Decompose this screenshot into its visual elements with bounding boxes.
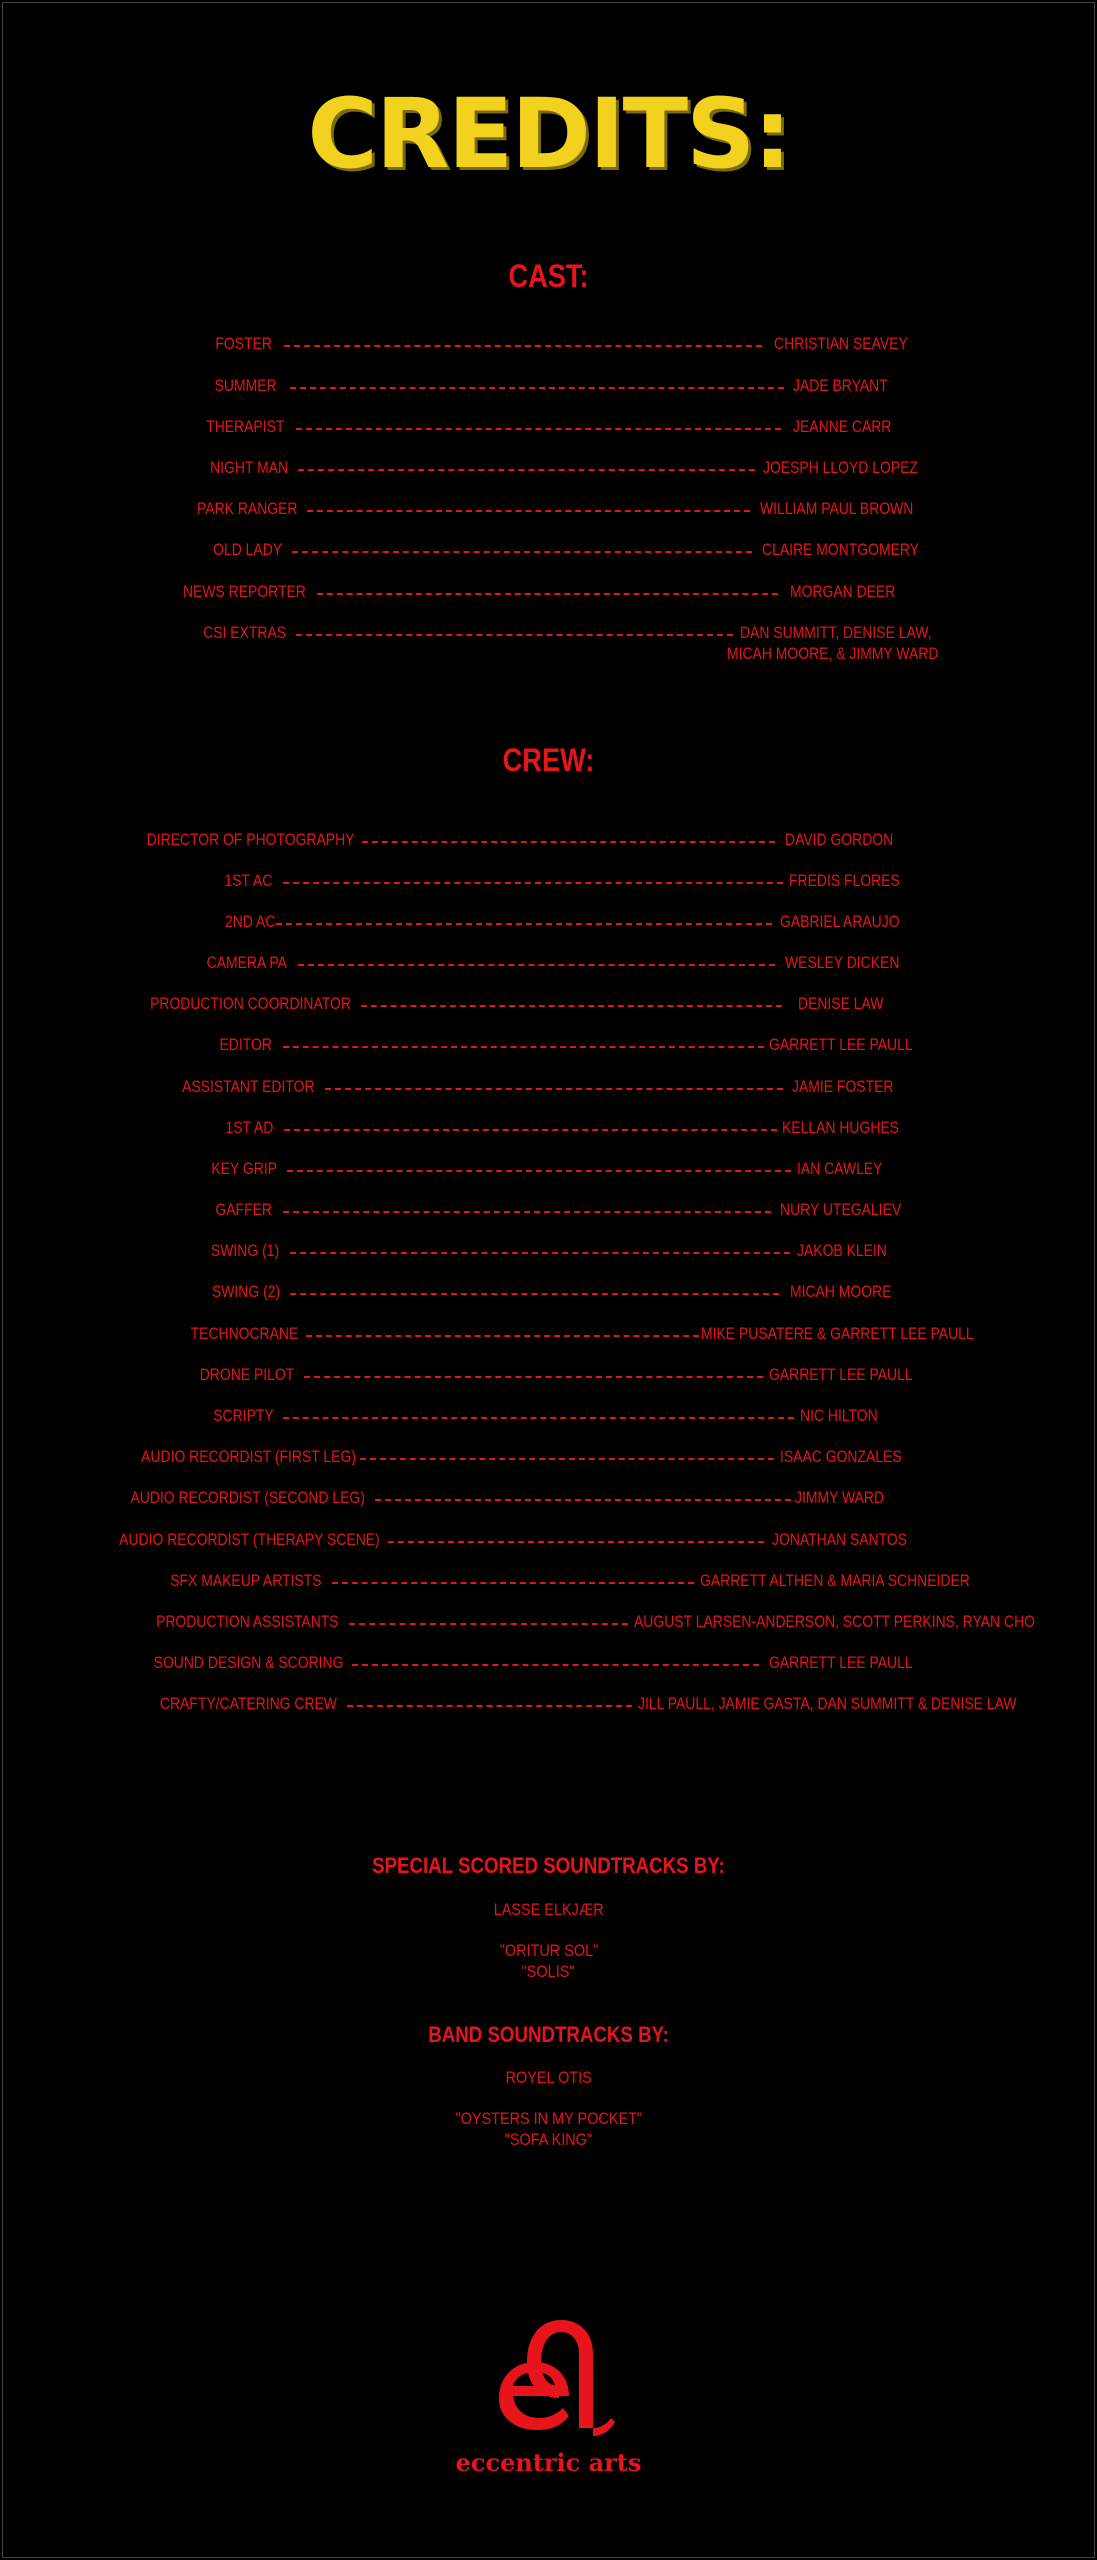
credit-name: JAMIE FOSTER [792,1077,894,1096]
cast-heading: CAST: [508,258,589,294]
credit-name: WILLIAM PAUL BROWN [760,499,914,518]
dotted-leader [290,1252,790,1258]
dotted-leader [349,1623,628,1629]
scored-soundtracks-heading: SPECIAL SCORED SOUNDTRACKS BY: [372,1853,725,1878]
credit-role: SUMMER [215,376,277,395]
credit-role: PRODUCTION COORDINATOR [150,994,351,1013]
credit-role: KEY GRIP [211,1159,277,1178]
credit-role: 1ST AC [224,871,272,890]
credit-name: GARRETT LEE PAULL [769,1035,913,1054]
band-track: "SOFA KING" [504,2130,593,2149]
credit-role: CSI EXTRAS [203,623,286,642]
credit-role: OLD LADY [213,540,282,559]
dotted-leader [352,1664,759,1670]
credit-role: CAMERA PA [206,953,287,972]
credit-name: NIC HILTON [800,1406,878,1425]
dotted-leader [361,1005,782,1011]
credit-role: DIRECTOR OF PHOTOGRAPHY [146,830,354,849]
credit-name: DAVID GORDON [785,830,894,849]
credit-role: 2ND AC [224,912,275,931]
credit-name: DAN SUMMITT, DENISE LAW, [740,623,932,642]
dotted-leader [325,1088,783,1094]
scored-track: "ORITUR SOL" [499,1941,598,1960]
dotted-leader [292,551,752,557]
credit-role: 1ST AD [225,1118,273,1137]
dotted-leader [283,1417,794,1423]
dotted-leader [290,387,784,393]
dotted-leader [306,1335,699,1341]
credit-role: SWING (2) [211,1282,280,1301]
credit-name: JOESPH LLOYD LOPEZ [763,458,918,477]
credits-page [2,2,1095,2558]
scored-track: "SOLIS" [522,1962,575,1981]
dotted-leader [296,634,733,640]
dotted-leader [298,964,775,970]
credit-name: ISAAC GONZALES [780,1447,902,1466]
dotted-leader [317,593,778,599]
dotted-leader [360,1458,774,1464]
dotted-leader [332,1582,694,1588]
dotted-leader [347,1705,632,1711]
credit-role: THERAPIST [205,417,284,436]
credit-role: AUDIO RECORDIST (THERAPY SCENE) [119,1530,380,1549]
credit-role: PRODUCTION ASSISTANTS [156,1612,339,1631]
dotted-leader [296,428,781,434]
dotted-leader [362,841,775,847]
credit-role: SWING (1) [210,1241,279,1260]
credit-role: SFX MAKEUP ARTISTS [170,1571,322,1590]
credit-name: AUGUST LARSEN-ANDERSON, SCOTT PERKINS, RYAN CHO [634,1612,1035,1631]
credit-role: SCRIPTY [213,1406,274,1425]
credit-role: SOUND DESIGN & SCORING [153,1653,343,1672]
credit-name: MORGAN DEER [790,582,896,601]
credit-name: JIMMY WARD [795,1488,885,1507]
ae-monogram-logo-icon [0,2300,1097,2445]
band-artist: ROYEL OTIS [505,2068,592,2087]
credit-name: GARRETT ALTHEN & MARIA SCHNEIDER [700,1571,970,1590]
credit-name: JEANNE CARR [793,417,892,436]
dotted-leader [283,1211,771,1217]
credit-role: TECHNOCRANE [190,1324,298,1343]
credit-role: ASSISTANT EDITOR [182,1077,315,1096]
credit-role: NEWS REPORTER [183,582,306,601]
credit-name: JAKOB KLEIN [797,1241,887,1260]
credit-role: AUDIO RECORDIST (SECOND LEG) [130,1488,365,1507]
credit-name: IAN CAWLEY [797,1159,883,1178]
band-track: "OYSTERS IN MY POCKET" [455,2109,642,2128]
credit-role: FOSTER [215,334,272,353]
dotted-leader [304,1376,763,1382]
credit-name: KELLAN HUGHES [782,1118,899,1137]
credit-name: MICAH MOORE, & JIMMY WARD [727,644,939,663]
credit-name: CLAIRE MONTGOMERY [762,540,919,559]
dotted-leader [375,1499,791,1505]
scored-artist: LASSE ELKJÆR [493,1900,604,1919]
credit-name: WESLEY DICKEN [785,953,900,972]
credit-name: JONATHAN SANTOS [772,1530,908,1549]
credit-name: MIKE PUSATERE & GARRETT LEE PAULL [701,1324,974,1343]
dotted-leader [283,1046,764,1052]
credit-name: FREDIS FLORES [789,871,900,890]
dotted-leader [290,1293,779,1299]
credit-role: GAFFER [215,1200,272,1219]
band-soundtracks-heading: BAND SOUNDTRACKS BY: [428,2022,669,2047]
dotted-leader [284,345,762,351]
credit-role: AUDIO RECORDIST (FIRST LEG) [141,1447,356,1466]
credit-role: EDITOR [219,1035,272,1054]
credit-name: DENISE LAW [798,994,884,1013]
dotted-leader [276,923,772,929]
credit-name: JADE BRYANT [793,376,888,395]
logo-wordmark: eccentric arts [455,2448,642,2477]
dotted-leader [298,469,755,475]
credit-name: MICAH MOORE [790,1282,892,1301]
dotted-leader [283,882,783,888]
credit-name: NURY UTEGALIEV [780,1200,902,1219]
credit-role: DRONE PILOT [199,1365,294,1384]
credit-name: CHRISTIAN SEAVEY [774,334,908,353]
page-title: CREDITS: [307,78,790,190]
dotted-leader [284,1129,777,1135]
credit-name: JILL PAULL, JAMIE GASTA, DAN SUMMITT & DENISE LAW [638,1694,1017,1713]
dotted-leader [307,510,750,516]
dotted-leader [388,1541,764,1547]
credit-name: GARRETT LEE PAULL [769,1365,913,1384]
credit-role: CRAFTY/CATERING CREW [159,1694,337,1713]
credit-name: GARRETT LEE PAULL [769,1653,913,1672]
credit-role: PARK RANGER [196,499,297,518]
dotted-leader [287,1170,791,1176]
credit-name: GABRIEL ARAUJO [780,912,900,931]
credit-role: NIGHT MAN [210,458,288,477]
crew-heading: CREW: [502,742,595,778]
